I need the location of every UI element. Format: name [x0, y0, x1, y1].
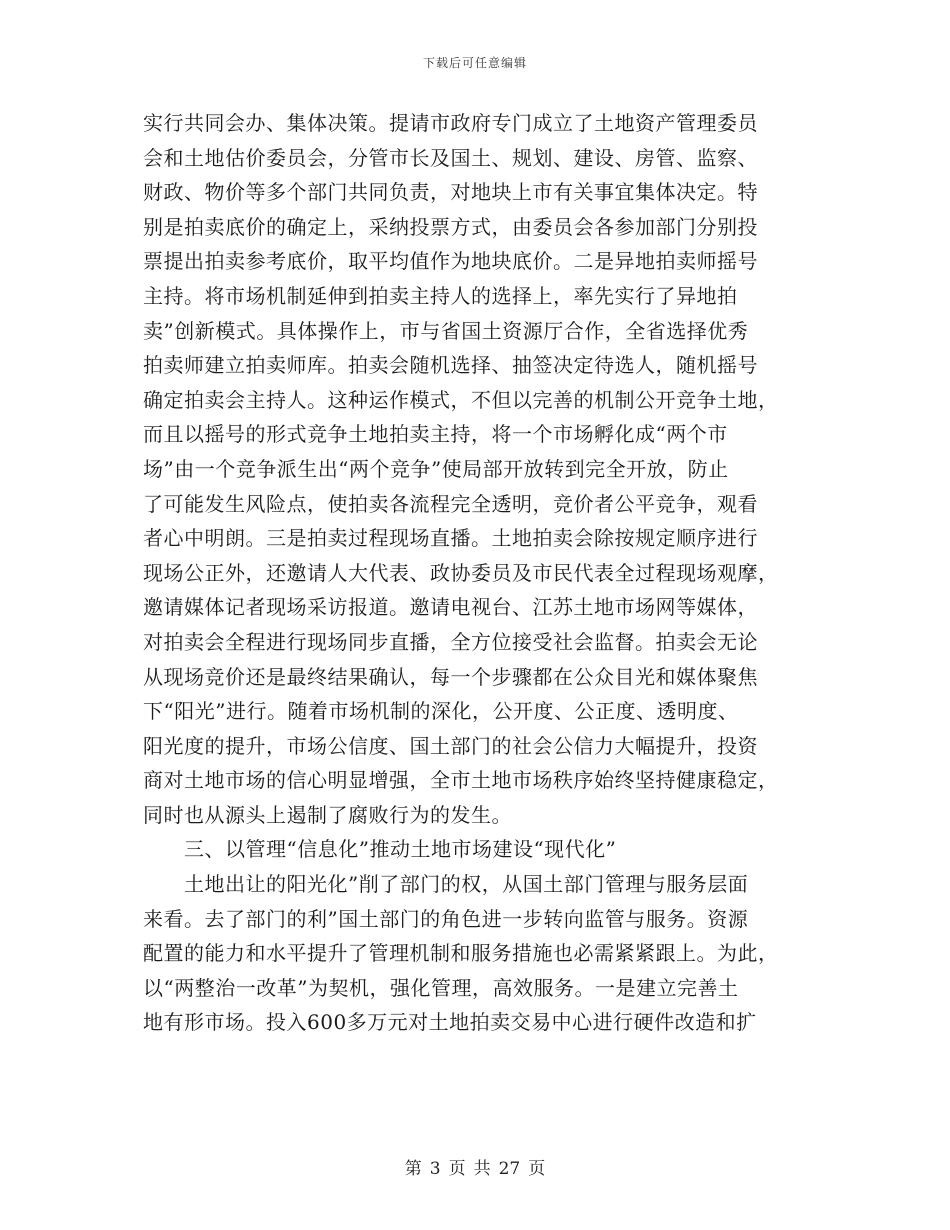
page-header: 下载后可任意编辑 — [422, 56, 527, 70]
total-unit: 页 — [528, 1159, 546, 1179]
text-line: 别是拍卖底价的确定上，采纳投票方式，由委员会各参加部门分别投 — [143, 214, 758, 239]
text-line: 土地出让的阳光化”削了部门的权，从国土部门管理与服务层面 — [184, 872, 749, 897]
total-pages-number: 27 — [498, 1159, 521, 1179]
text-line: 了可能发生风险点，使拍卖各流程完全透明，竞价者公平竞争，观看 — [143, 491, 758, 516]
text-line: 主持。将市场机制延伸到拍卖主持人的选择上，率先实行了异地拍 — [143, 283, 738, 308]
text-line: 配置的能力和水平提升了管理机制和服务措施也必需紧紧跟上。为此， — [143, 941, 779, 966]
text-line: 地有形市场。投入600多万元对土地拍卖交易中心进行硬件改造和扩 — [143, 1010, 757, 1035]
text-line: 确定拍卖会主持人。这种运作模式，不但以完善的机制公开竞争土地， — [143, 387, 779, 412]
text-line: 而且以摇号的形式竞争土地拍卖主持，将一个市场孵化成“两个市 — [143, 422, 728, 447]
page-footer — [0, 1154, 950, 1179]
text-line: 从现场竞价还是最终结果确认，每一个步骤都在公众目光和媒体聚焦 — [143, 664, 758, 689]
text-line: 对拍卖会全程进行现场同步直播，全方位接受社会监督。拍卖会无论 — [143, 629, 758, 654]
text-line: 邀请媒体记者现场采访报道。邀请电视台、江苏土地市场网等媒体， — [143, 595, 758, 620]
total-word: 共 — [473, 1159, 491, 1179]
page-word: 第 — [404, 1159, 422, 1179]
current-page-number: 3 — [429, 1159, 441, 1179]
text-line: 以“两整治一改革”为契机，强化管理，高效服务。一是建立完善土 — [143, 975, 739, 1000]
text-line: 者心中明朗。三是拍卖过程现场直播。土地拍卖会除按规定顺序进行 — [143, 526, 758, 551]
text-line: 下“阳光”进行。随着市场机制的深化，公开度、公正度、透明度、 — [143, 699, 739, 724]
text-line: 财政、物价等多个部门共同负责，对地块上市有关事宜集体决定。特 — [143, 180, 758, 205]
text-line: 拍卖师建立拍卖师库。拍卖会随机选择、抽签决定待选人，随机摇号 — [143, 353, 758, 378]
page-unit: 页 — [448, 1159, 466, 1179]
text-line: 商对土地市场的信心明显增强，全市土地市场秩序始终坚持健康稳定， — [143, 768, 779, 793]
text-line: 会和土地估价委员会，分管市长及国土、规划、建设、房管、监察、 — [143, 145, 758, 170]
text-line: 阳光度的提升，市场公信度、国土部门的社会公信力大幅提升，投资 — [143, 733, 758, 758]
text-line: 实行共同会办、集体决策。提请市政府专门成立了土地资产管理委员 — [143, 111, 758, 135]
text-line: 卖”创新模式。具体操作上，市与省国土资源厅合作，全省选择优秀 — [143, 318, 749, 343]
document-body — [143, 106, 808, 1040]
text-line: 现场公正外，还邀请人大代表、政协委员及市民代表全过程现场观摩， — [143, 560, 779, 585]
section-heading: 三、以管理“信息化”推动土地市场建设“现代化” — [184, 837, 617, 862]
text-line: 同时也从源头上遏制了腐败行为的发生。 — [143, 802, 512, 827]
text-line: 场”由一个竞争派生出“两个竞争”使局部开放转到完全开放，防止 — [143, 456, 729, 481]
text-line: 票提出拍卖参考底价，取平均值作为地块底价。二是异地拍卖师摇号 — [143, 249, 758, 274]
text-line: 来看。去了部门的利”国土部门的角色进一步转向监管与服务。资源 — [143, 906, 749, 931]
